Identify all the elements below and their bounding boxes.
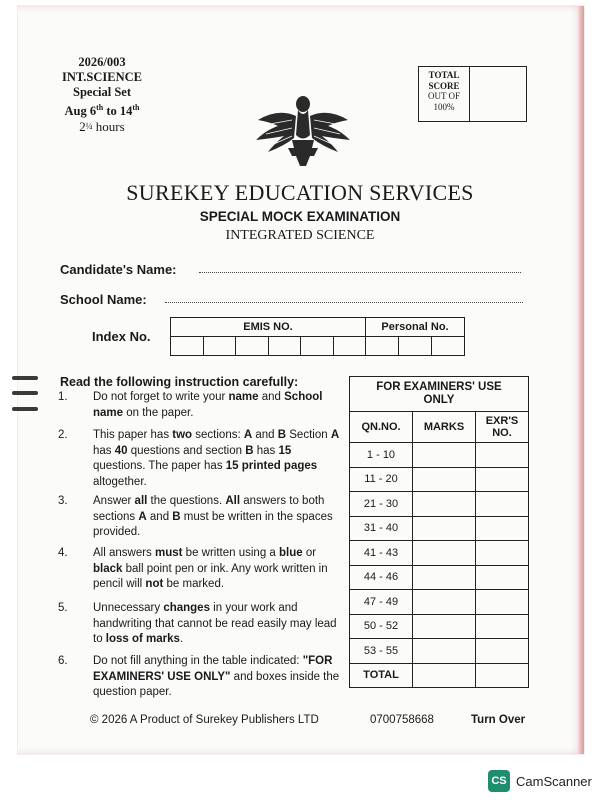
examiner-number-cell[interactable]	[476, 663, 529, 688]
examiner-row	[350, 639, 529, 664]
instruction-text: All answers must be written using a blue or black ball point pen or ink. Any work written in pencil will not be marked.	[93, 547, 328, 590]
phone-number: 0700758668	[370, 714, 434, 726]
marks-cell[interactable]	[413, 467, 476, 492]
paper-code: 2026/003	[78, 55, 126, 69]
paper-duration: 2¼ hours	[79, 119, 125, 135]
examiners-table-title: FOR EXAMINERS' USE ONLY	[350, 377, 529, 412]
marks-cell[interactable]	[413, 492, 476, 517]
copyright-text: © 2026 A Product of Surekey Publishers LTD	[90, 714, 319, 726]
school-name-field[interactable]	[165, 302, 523, 303]
total-score-field[interactable]	[470, 67, 526, 121]
emis-digit-box[interactable]	[236, 337, 269, 356]
question-range: 50 - 52	[350, 614, 413, 639]
school-name-label: School Name:	[60, 292, 147, 307]
examiner-row	[350, 467, 529, 492]
instruction-text: Answer all the questions. All answers to both sections A and B must be written in the spaces provided.	[93, 495, 333, 538]
question-range: 11 - 20	[350, 467, 413, 492]
emis-digit-box[interactable]	[301, 337, 334, 356]
paper-header	[62, 55, 142, 134]
marks-cell[interactable]	[413, 443, 476, 468]
score-label-line: SCORE	[428, 80, 460, 91]
emis-digit-box[interactable]	[268, 337, 301, 356]
question-range: TOTAL	[350, 663, 413, 688]
exam-title: SPECIAL MOCK EXAMINATION	[199, 209, 401, 224]
examiner-number-cell[interactable]	[476, 614, 529, 639]
camscanner-watermark	[488, 770, 592, 792]
marks-cell[interactable]	[413, 541, 476, 566]
margin-mark	[12, 391, 38, 395]
score-label-line: TOTAL	[428, 70, 460, 80]
question-range: 21 - 30	[350, 492, 413, 517]
emis-digit-box[interactable]	[171, 337, 204, 356]
examiner-number-cell[interactable]	[476, 492, 529, 517]
instruction-text: Do not forget to write your name and School name on the paper.	[93, 391, 323, 419]
organisation-name: SUREKEY EDUCATION SERVICES	[126, 180, 474, 205]
marks-cell[interactable]	[413, 590, 476, 615]
question-range: 44 - 46	[350, 565, 413, 590]
examiner-number-cell[interactable]	[476, 516, 529, 541]
instruction-number: 1.	[58, 391, 68, 403]
score-label-line: 100%	[433, 101, 455, 112]
instruction-text: This paper has two sections: A and B Section A has 40 questions and section B has 15 questions. The paper has 15 printed pages altogether.	[93, 429, 340, 488]
marks-cell[interactable]	[413, 639, 476, 664]
score-label-line: OUT OF	[427, 91, 461, 101]
total-score-box	[418, 66, 527, 122]
examiners-table	[349, 376, 529, 688]
candidate-name-label: Candidate's Name:	[60, 262, 177, 277]
instruction-text: Do not fill anything in the table indicated: "FOR EXAMINERS' USE ONLY" and boxes inside the question paper.	[93, 655, 340, 698]
examiner-number-cell[interactable]	[476, 565, 529, 590]
col-marks-header: MARKS	[413, 412, 476, 443]
instruction-text: Unnecessary changes in your work and handwriting that cannot be read easily may lead to loss of marks.	[93, 602, 337, 645]
instruction-number: 5.	[58, 602, 68, 614]
instruction-number: 6.	[58, 655, 68, 667]
col-qn-header: QN.NO.	[350, 412, 413, 443]
margin-mark	[12, 376, 38, 380]
question-range: 53 - 55	[350, 639, 413, 664]
instructions-title: Read the following instruction carefully:	[60, 375, 299, 389]
paper-subject-code: INT.SCIENCE	[62, 70, 142, 84]
emis-digit-box[interactable]	[333, 337, 366, 356]
marks-cell[interactable]	[413, 614, 476, 639]
index-number-label: Index No.	[92, 329, 151, 344]
paper-subject-title: INTEGRATED SCIENCE	[225, 228, 375, 243]
personal-digit-box[interactable]	[399, 337, 432, 356]
examiner-row	[350, 443, 529, 468]
paper-dates: Aug 6th to 14th	[64, 103, 140, 119]
examiner-number-cell[interactable]	[476, 541, 529, 566]
examiner-row	[350, 541, 529, 566]
instruction-number: 4.	[58, 547, 68, 559]
camscanner-name: CamScanner	[516, 773, 592, 789]
margin-mark	[12, 407, 38, 411]
question-range: 31 - 40	[350, 516, 413, 541]
personal-digit-box[interactable]	[432, 337, 465, 356]
total-row	[350, 663, 529, 688]
question-range: 47 - 49	[350, 590, 413, 615]
turn-over-text: Turn Over	[471, 714, 526, 726]
eagle-crest-icon	[248, 90, 358, 170]
marks-cell[interactable]	[413, 516, 476, 541]
paper-set: Special Set	[73, 85, 131, 99]
examiner-row	[350, 565, 529, 590]
question-range: 41 - 43	[350, 541, 413, 566]
camscanner-logo-icon: CS	[488, 770, 510, 792]
instruction-number: 3.	[58, 495, 68, 507]
personal-digit-box[interactable]	[366, 337, 399, 356]
marks-cell[interactable]	[413, 565, 476, 590]
personal-number-label: Personal No.	[366, 318, 465, 337]
examiner-row	[350, 590, 529, 615]
emis-digit-box[interactable]	[203, 337, 236, 356]
examiner-row	[350, 492, 529, 517]
examiner-number-cell[interactable]	[476, 639, 529, 664]
total-score-label	[419, 67, 470, 121]
examiner-row	[350, 614, 529, 639]
examiner-number-cell[interactable]	[476, 467, 529, 492]
candidate-name-field[interactable]	[199, 272, 521, 273]
marks-cell[interactable]	[413, 663, 476, 688]
emis-label: EMIS NO.	[171, 318, 366, 337]
examiner-number-cell[interactable]	[476, 443, 529, 468]
examiner-number-cell[interactable]	[476, 590, 529, 615]
instruction-number: 2.	[58, 429, 68, 441]
index-number-table	[170, 317, 465, 356]
question-range: 1 - 10	[350, 443, 413, 468]
examiner-row	[350, 516, 529, 541]
col-exr-header: EXR'S NO.	[476, 412, 529, 443]
